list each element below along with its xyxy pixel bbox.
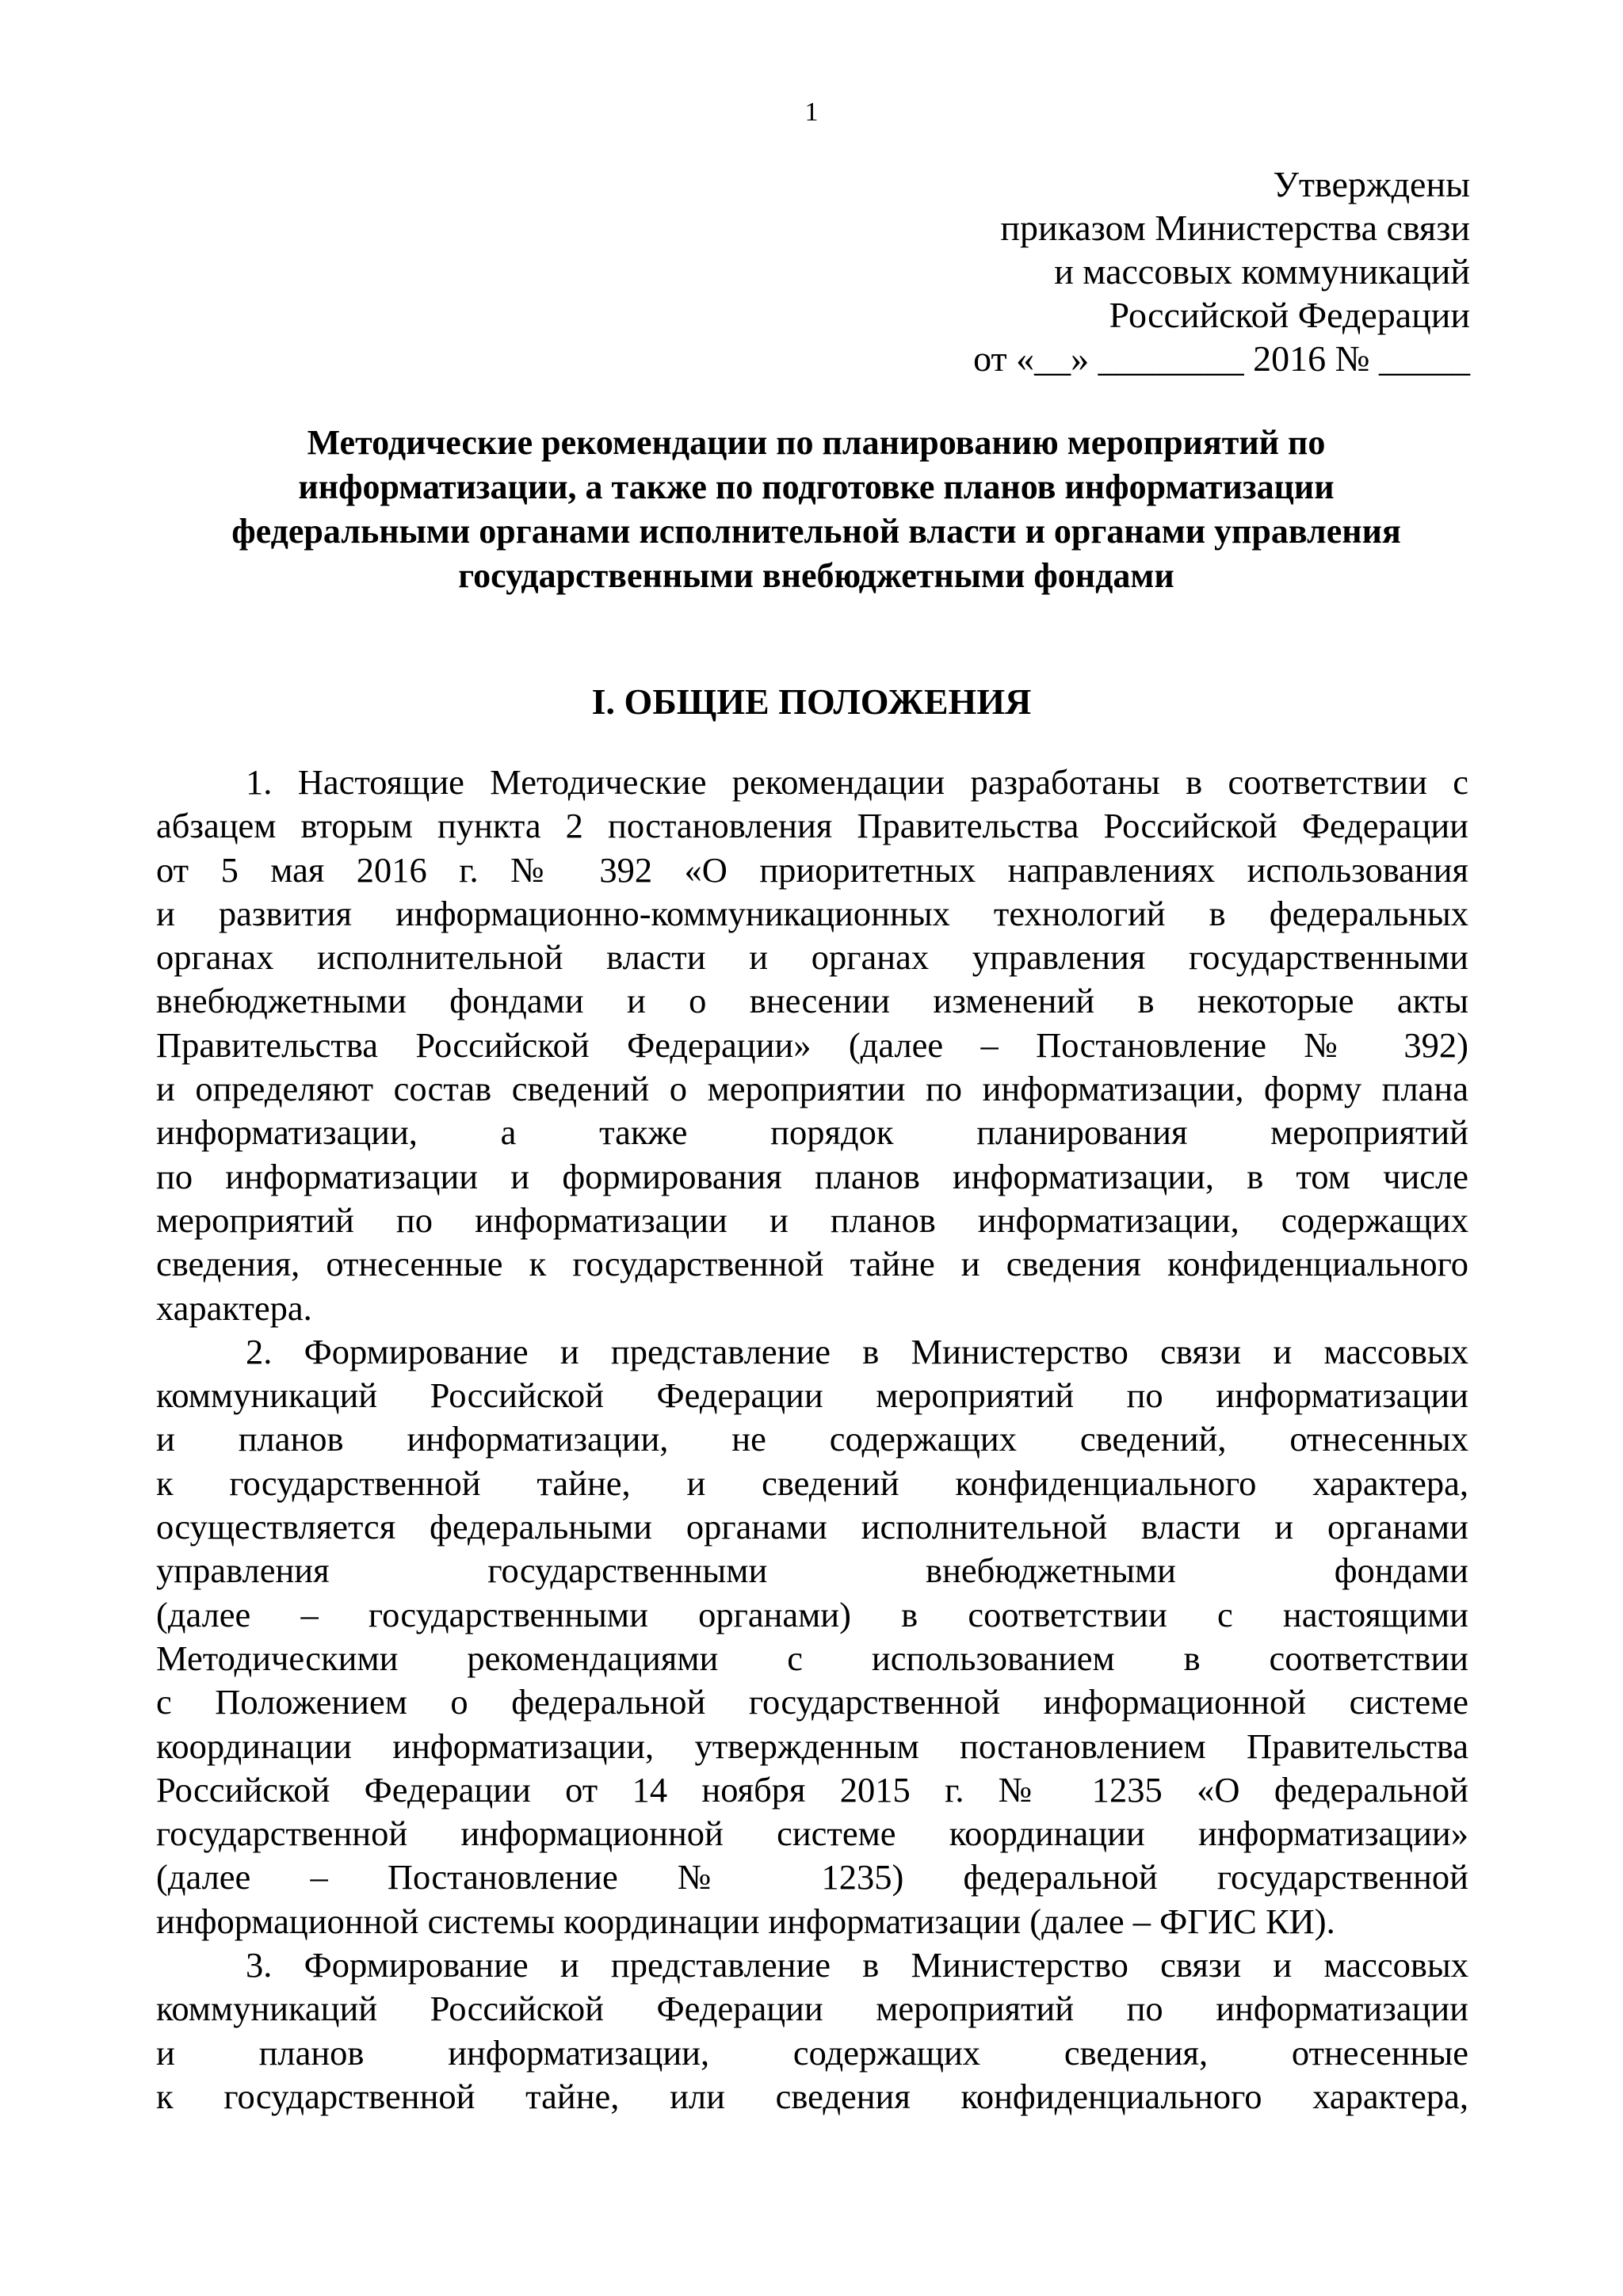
paragraph-1-line: и развития информационно-коммуникационных технологий в федеральных [156,893,1468,933]
document-title [162,421,1470,598]
paragraph-2-line: и планов информатизации, не содержащих сведений, отнесенных [156,1419,1468,1459]
paragraph-2-line: координации информатизации, утвержденным постановлением Правительства [156,1726,1468,1766]
paragraph-3-line: и планов информатизации, содержащих сведения, отнесенные [156,2032,1468,2073]
paragraph-2-line: (далее – Постановление № 1235) федеральной государственной [156,1857,1468,1897]
approval-line: Утверждены [1273,164,1470,204]
approval-line: Российской Федерации [1109,295,1470,335]
page-number: 1 [804,97,819,127]
paragraph-2-line: 2. Формирование и представление в Министерство связи и массовых [246,1331,1468,1371]
section-heading: I. ОБЩИЕ ПОЛОЖЕНИЯ [591,681,1032,722]
paragraph-3-line: коммуникаций Российской Федерации мероприятий по информатизации [156,1989,1468,2029]
paragraph-1-line: Правительства Российской Федерации» (далее – Постановление № 392) [156,1024,1468,1065]
paragraph-3-line: к государственной тайне, или сведения конфиденциального характера, [156,2076,1468,2116]
paragraph-1-line: 1. Настоящие Методические рекомендации разработаны в соответствии с [246,762,1468,802]
paragraph-1-line: по информатизации и формирования планов информатизации, в том числе [156,1156,1468,1196]
title-line: информатизации, а также по подготовке планов информатизации [298,467,1335,506]
approval-line: от «__» ________ 2016 № _____ [973,338,1470,379]
paragraph-2-line: с Положением о федеральной государственной информационной системе [156,1682,1468,1722]
paragraph-2-line: управления государственными внебюджетными фондами [156,1550,1468,1591]
paragraph-1-line: от 5 мая 2016 г. № 392 «О приоритетных направлениях использования [156,849,1468,890]
paragraph-2-line: информационной системы координации информатизации (далее – ФГИС КИ). [156,1901,1335,1941]
approval-line: и массовых коммуникаций [1054,251,1470,292]
approval-line: приказом Министерства связи [1000,208,1470,248]
paragraph-1-line: характера. [156,1287,312,1328]
body-text [156,761,1468,2119]
paragraph-1-line: и определяют состав сведений о мероприятии по информатизации, форму плана [156,1069,1468,1109]
paragraph-1-line: абзацем вторым пункта 2 постановления Правительства Российской Федерации [156,806,1468,846]
paragraph-2-line: к государственной тайне, и сведений конфиденциального характера, [156,1463,1468,1503]
paragraph-2-line: осуществляется федеральными органами исполнительной власти и органами [156,1507,1468,1547]
paragraph-2-line: (далее – государственными органами) в соответствии с настоящими [156,1594,1468,1634]
approval-block [757,162,1470,380]
paragraph-2-line: Российской Федерации от 14 ноября 2015 г. № 1235 «О федеральной [156,1769,1468,1810]
paragraph-3-line: 3. Формирование и представление в Министерство связи и массовых [246,1945,1468,1985]
paragraph-1-line: органах исполнительной власти и органах управления государственными [156,937,1468,978]
paragraph-1-line: мероприятий по информатизации и планов информатизации, содержащих [156,1199,1468,1240]
paragraph-2-line: Методическими рекомендациями с использованием в соответствии [156,1638,1468,1678]
paragraph-2-line: коммуникаций Российской Федерации мероприятий по информатизации [156,1375,1468,1416]
title-line: государственными внебюджетными фондами [458,556,1174,595]
title-line: Методические рекомендации по планированию мероприятий по [307,423,1326,462]
paragraph-2-line: государственной информационной системе координации информатизации» [156,1814,1468,1854]
title-line: федеральными органами исполнительной власти и органами управления [231,512,1401,551]
paragraph-1-line: сведения, отнесенные к государственной тайне и сведения конфиденциального [156,1244,1468,1284]
paragraph-1-line: внебюджетными фондами и о внесении изменений в некоторые акты [156,981,1468,1021]
paragraph-1-line: информатизации, а также порядок планирования мероприятий [156,1112,1468,1153]
